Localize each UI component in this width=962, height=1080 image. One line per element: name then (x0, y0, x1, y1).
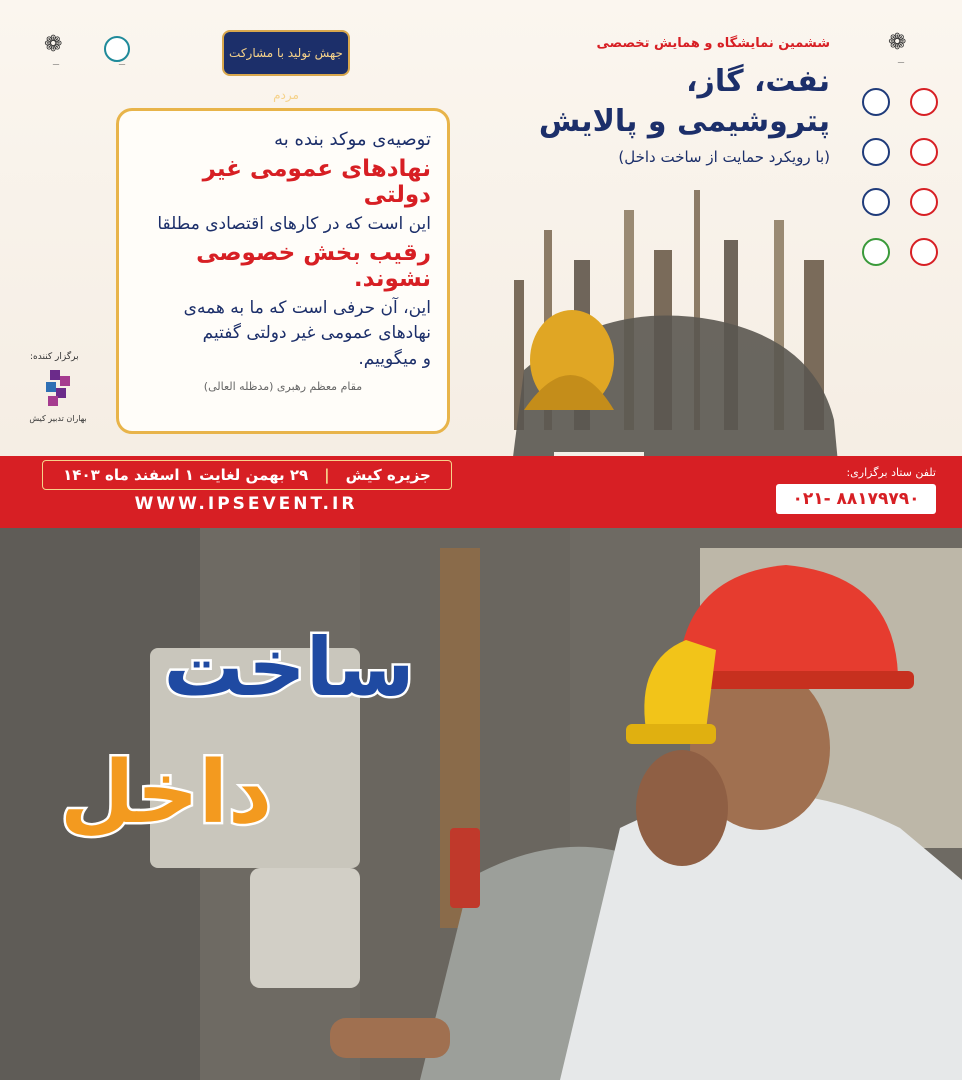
worker-helmet-icon (626, 620, 726, 748)
ministry-logo-icon (104, 36, 130, 62)
event-title-line2: پتروشیمی و پالایش (538, 104, 830, 139)
quote-line-3: این است که در کارهای اقتصادی مطلقا (157, 214, 431, 234)
info-separator: | (324, 466, 330, 484)
quote-line-2: نهادهای عمومی غیر دولتی (202, 156, 431, 208)
quote-line-4: رقیب بخش خصوصی نشوند. (196, 240, 431, 292)
quote-box (116, 108, 450, 434)
organizer-name: بهاران تدبیر کیش (29, 414, 87, 423)
organizer-logo-icon (40, 370, 74, 410)
quote-line-6: نهادهای عمومی غیر دولتی گفتیم (202, 323, 431, 344)
right-logo-caption: — (897, 58, 905, 66)
quote-line-5: این، آن حرفی است که ما به همه‌ی (183, 298, 431, 318)
headline-word-1: ساخت (163, 621, 415, 714)
campaign-seal: جهش تولید با مشارکت مردم (222, 30, 350, 76)
iran-emblem-icon: ❁ (44, 32, 63, 57)
event-location-dates (42, 460, 452, 490)
event-dates: ۲۹ بهمن لغایت ۱ اسفند ماه ۱۴۰۳ (63, 466, 309, 484)
phone-number[interactable]: ۰۲۱- ۸۸۱۷۹۷۹۰ (776, 484, 936, 514)
event-subtitle: ششمین نمایشگاه و همایش تخصصی (596, 36, 830, 51)
headline-word-2: داخل (59, 743, 273, 843)
iran-emblem-icon: ❁ (888, 30, 907, 55)
company-logos-icon (858, 88, 950, 298)
event-banner (0, 0, 962, 528)
event-title-line1: نفت، گاز، (686, 64, 830, 99)
organizer-label: برگزار کننده: (30, 352, 79, 362)
left-logo-caption-2: — (118, 60, 126, 68)
quote-line-1: توصیه‌ی موکد بنده به (274, 129, 431, 150)
quote-line-7: و میگوییم. (358, 348, 431, 369)
event-location: جزیره کیش (345, 466, 431, 484)
quote-attribution: مقام معظم رهبری (مدظله العالی) (203, 379, 363, 393)
event-website-link[interactable]: WWW.IPSEVENT.IR (134, 494, 358, 514)
event-tagline: (با رویکرد حمایت از ساخت داخل) (618, 148, 830, 166)
phone-label: تلفن ستاد برگزاری: (846, 466, 936, 479)
left-logo-caption-1: — (52, 60, 60, 68)
